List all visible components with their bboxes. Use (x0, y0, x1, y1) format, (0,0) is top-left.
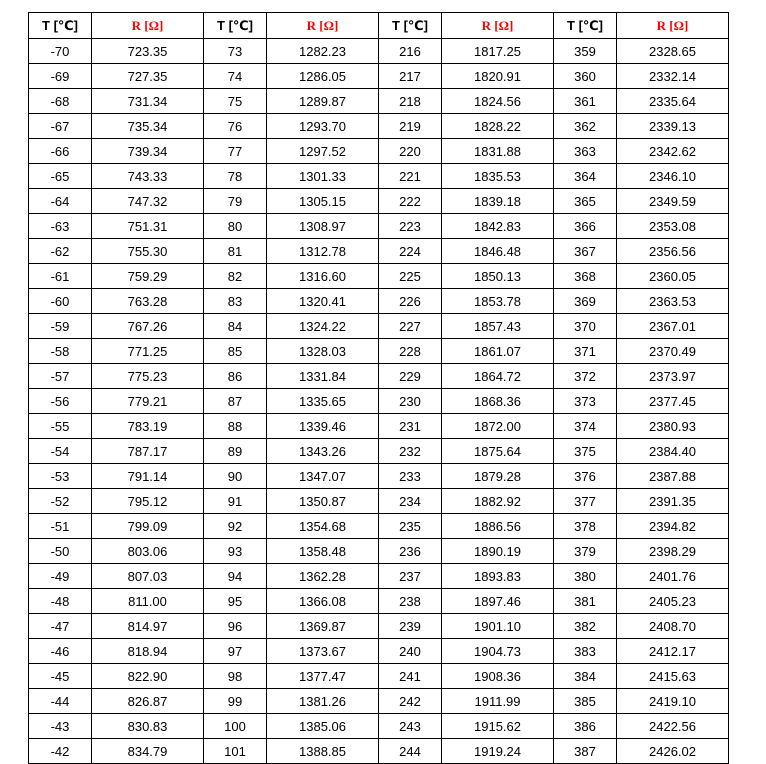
cell-temperature: 88 (204, 414, 267, 439)
cell-resistance: 2342.62 (617, 139, 729, 164)
cell-temperature: 387 (554, 739, 617, 764)
cell-temperature: 362 (554, 114, 617, 139)
cell-temperature: -48 (29, 589, 92, 614)
header-row (29, 13, 729, 39)
cell-resistance: 1297.52 (267, 139, 379, 164)
cell-temperature: 231 (379, 414, 442, 439)
cell-resistance: 2426.02 (617, 739, 729, 764)
cell-resistance: 727.35 (92, 64, 204, 89)
cell-resistance: 1901.10 (442, 614, 554, 639)
cell-resistance: 2335.64 (617, 89, 729, 114)
cell-resistance: 822.90 (92, 664, 204, 689)
cell-temperature: 95 (204, 589, 267, 614)
cell-temperature: 224 (379, 239, 442, 264)
cell-resistance: 1886.56 (442, 514, 554, 539)
cell-resistance: 2380.93 (617, 414, 729, 439)
cell-temperature: 96 (204, 614, 267, 639)
cell-temperature: -57 (29, 364, 92, 389)
cell-temperature: 75 (204, 89, 267, 114)
cell-resistance: 1861.07 (442, 339, 554, 364)
cell-resistance: 2356.56 (617, 239, 729, 264)
cell-temperature: 381 (554, 589, 617, 614)
cell-resistance: 1817.25 (442, 39, 554, 64)
cell-temperature: 86 (204, 364, 267, 389)
cell-temperature: 99 (204, 689, 267, 714)
cell-resistance: 2363.53 (617, 289, 729, 314)
cell-resistance: 1850.13 (442, 264, 554, 289)
cell-resistance: 759.29 (92, 264, 204, 289)
cell-temperature: 228 (379, 339, 442, 364)
cell-temperature: 233 (379, 464, 442, 489)
cell-resistance: 795.12 (92, 489, 204, 514)
cell-resistance: 2387.88 (617, 464, 729, 489)
cell-resistance: 811.00 (92, 589, 204, 614)
cell-resistance: 1853.78 (442, 289, 554, 314)
cell-temperature: -66 (29, 139, 92, 164)
cell-resistance: 1358.48 (267, 539, 379, 564)
cell-resistance: 747.32 (92, 189, 204, 214)
cell-temperature: -54 (29, 439, 92, 464)
table-row (29, 64, 729, 89)
table-row (29, 339, 729, 364)
cell-temperature: 89 (204, 439, 267, 464)
table-row (29, 264, 729, 289)
cell-temperature: 366 (554, 214, 617, 239)
table-row (29, 439, 729, 464)
header-temperature: T [℃] (204, 13, 267, 39)
cell-temperature: 244 (379, 739, 442, 764)
cell-temperature: 380 (554, 564, 617, 589)
cell-resistance: 735.34 (92, 114, 204, 139)
cell-resistance: 2384.40 (617, 439, 729, 464)
cell-temperature: -46 (29, 639, 92, 664)
cell-temperature: -70 (29, 39, 92, 64)
cell-resistance: 1347.07 (267, 464, 379, 489)
cell-resistance: 1362.28 (267, 564, 379, 589)
header-temperature: T [℃] (29, 13, 92, 39)
cell-temperature: -44 (29, 689, 92, 714)
cell-resistance: 755.30 (92, 239, 204, 264)
cell-temperature: 237 (379, 564, 442, 589)
header-resistance: R [Ω] (442, 13, 554, 39)
cell-temperature: -59 (29, 314, 92, 339)
cell-resistance: 787.17 (92, 439, 204, 464)
cell-resistance: 783.19 (92, 414, 204, 439)
cell-resistance: 2401.76 (617, 564, 729, 589)
table-row (29, 189, 729, 214)
cell-resistance: 1369.87 (267, 614, 379, 639)
cell-resistance: 799.09 (92, 514, 204, 539)
cell-temperature: 78 (204, 164, 267, 189)
cell-temperature: 98 (204, 664, 267, 689)
cell-resistance: 1842.83 (442, 214, 554, 239)
cell-resistance: 1857.43 (442, 314, 554, 339)
table-header (29, 13, 729, 39)
cell-resistance: 2373.97 (617, 364, 729, 389)
table-row (29, 289, 729, 314)
table-row (29, 714, 729, 739)
cell-resistance: 1879.28 (442, 464, 554, 489)
table-row (29, 239, 729, 264)
cell-temperature: 368 (554, 264, 617, 289)
cell-resistance: 1919.24 (442, 739, 554, 764)
cell-resistance: 1328.03 (267, 339, 379, 364)
cell-resistance: 1301.33 (267, 164, 379, 189)
cell-temperature: 372 (554, 364, 617, 389)
table-row (29, 314, 729, 339)
cell-temperature: -60 (29, 289, 92, 314)
cell-resistance: 2398.29 (617, 539, 729, 564)
cell-resistance: 739.34 (92, 139, 204, 164)
cell-temperature: 91 (204, 489, 267, 514)
cell-temperature: 376 (554, 464, 617, 489)
table-row (29, 139, 729, 164)
cell-resistance: 2328.65 (617, 39, 729, 64)
table-row (29, 514, 729, 539)
table-row (29, 614, 729, 639)
cell-temperature: 371 (554, 339, 617, 364)
cell-temperature: 73 (204, 39, 267, 64)
cell-resistance: 1373.67 (267, 639, 379, 664)
cell-temperature: 359 (554, 39, 617, 64)
cell-temperature: 230 (379, 389, 442, 414)
cell-resistance: 1377.47 (267, 664, 379, 689)
cell-resistance: 2367.01 (617, 314, 729, 339)
cell-resistance: 1824.56 (442, 89, 554, 114)
cell-resistance: 1897.46 (442, 589, 554, 614)
cell-resistance: 1381.26 (267, 689, 379, 714)
cell-temperature: -55 (29, 414, 92, 439)
table-body (29, 39, 729, 764)
cell-resistance: 2349.59 (617, 189, 729, 214)
header-resistance: R [Ω] (617, 13, 729, 39)
cell-resistance: 1388.85 (267, 739, 379, 764)
cell-temperature: -45 (29, 664, 92, 689)
cell-temperature: 243 (379, 714, 442, 739)
cell-resistance: 1864.72 (442, 364, 554, 389)
cell-resistance: 2346.10 (617, 164, 729, 189)
cell-resistance: 1839.18 (442, 189, 554, 214)
cell-temperature: 100 (204, 714, 267, 739)
cell-temperature: 79 (204, 189, 267, 214)
cell-temperature: 76 (204, 114, 267, 139)
cell-temperature: -49 (29, 564, 92, 589)
cell-temperature: 90 (204, 464, 267, 489)
cell-resistance: 2391.35 (617, 489, 729, 514)
table-row (29, 639, 729, 664)
header-resistance: R [Ω] (267, 13, 379, 39)
cell-temperature: 382 (554, 614, 617, 639)
cell-temperature: 81 (204, 239, 267, 264)
cell-temperature: 375 (554, 439, 617, 464)
table-row (29, 389, 729, 414)
cell-temperature: -68 (29, 89, 92, 114)
cell-resistance: 830.83 (92, 714, 204, 739)
cell-temperature: 363 (554, 139, 617, 164)
cell-resistance: 1308.97 (267, 214, 379, 239)
table-row (29, 414, 729, 439)
table-row (29, 564, 729, 589)
cell-temperature: 220 (379, 139, 442, 164)
cell-resistance: 1846.48 (442, 239, 554, 264)
cell-resistance: 2360.05 (617, 264, 729, 289)
cell-temperature: 97 (204, 639, 267, 664)
cell-temperature: 87 (204, 389, 267, 414)
cell-temperature: -65 (29, 164, 92, 189)
cell-temperature: 378 (554, 514, 617, 539)
cell-temperature: 384 (554, 664, 617, 689)
cell-temperature: 77 (204, 139, 267, 164)
cell-temperature: 85 (204, 339, 267, 364)
cell-resistance: 1893.83 (442, 564, 554, 589)
cell-resistance: 1875.64 (442, 439, 554, 464)
cell-resistance: 1331.84 (267, 364, 379, 389)
cell-resistance: 1911.99 (442, 689, 554, 714)
cell-temperature: 216 (379, 39, 442, 64)
cell-resistance: 2377.45 (617, 389, 729, 414)
cell-temperature: -52 (29, 489, 92, 514)
cell-resistance: 2415.63 (617, 664, 729, 689)
cell-resistance: 2339.13 (617, 114, 729, 139)
cell-resistance: 1289.87 (267, 89, 379, 114)
cell-temperature: -67 (29, 114, 92, 139)
cell-resistance: 1282.23 (267, 39, 379, 64)
cell-temperature: 223 (379, 214, 442, 239)
cell-temperature: 373 (554, 389, 617, 414)
cell-temperature: 239 (379, 614, 442, 639)
cell-resistance: 2405.23 (617, 589, 729, 614)
cell-temperature: -43 (29, 714, 92, 739)
cell-temperature: 222 (379, 189, 442, 214)
resistance-temperature-table (28, 12, 729, 764)
cell-temperature: -64 (29, 189, 92, 214)
cell-temperature: 374 (554, 414, 617, 439)
cell-resistance: 2412.17 (617, 639, 729, 664)
cell-temperature: 367 (554, 239, 617, 264)
cell-temperature: 218 (379, 89, 442, 114)
cell-resistance: 814.97 (92, 614, 204, 639)
table-row (29, 114, 729, 139)
cell-resistance: 1904.73 (442, 639, 554, 664)
table-row (29, 739, 729, 764)
cell-temperature: 80 (204, 214, 267, 239)
cell-resistance: 1366.08 (267, 589, 379, 614)
cell-resistance: 763.28 (92, 289, 204, 314)
header-resistance: R [Ω] (92, 13, 204, 39)
cell-resistance: 1835.53 (442, 164, 554, 189)
header-temperature: T [℃] (554, 13, 617, 39)
cell-temperature: 364 (554, 164, 617, 189)
cell-resistance: 767.26 (92, 314, 204, 339)
cell-temperature: 84 (204, 314, 267, 339)
table-row (29, 464, 729, 489)
cell-temperature: -62 (29, 239, 92, 264)
cell-temperature: 385 (554, 689, 617, 714)
table-row (29, 489, 729, 514)
cell-resistance: 751.31 (92, 214, 204, 239)
cell-resistance: 2370.49 (617, 339, 729, 364)
cell-temperature: 92 (204, 514, 267, 539)
cell-resistance: 1320.41 (267, 289, 379, 314)
cell-temperature: 225 (379, 264, 442, 289)
header-temperature: T [℃] (379, 13, 442, 39)
cell-resistance: 807.03 (92, 564, 204, 589)
cell-resistance: 2422.56 (617, 714, 729, 739)
cell-temperature: 234 (379, 489, 442, 514)
cell-temperature: -53 (29, 464, 92, 489)
table-row (29, 89, 729, 114)
table-row (29, 664, 729, 689)
cell-temperature: 219 (379, 114, 442, 139)
cell-temperature: -51 (29, 514, 92, 539)
cell-temperature: 369 (554, 289, 617, 314)
cell-resistance: 743.33 (92, 164, 204, 189)
cell-resistance: 779.21 (92, 389, 204, 414)
cell-resistance: 1882.92 (442, 489, 554, 514)
cell-temperature: 386 (554, 714, 617, 739)
cell-temperature: 240 (379, 639, 442, 664)
cell-temperature: -69 (29, 64, 92, 89)
cell-temperature: 221 (379, 164, 442, 189)
table-row (29, 164, 729, 189)
cell-resistance: 1324.22 (267, 314, 379, 339)
cell-temperature: 93 (204, 539, 267, 564)
table-row (29, 214, 729, 239)
cell-resistance: 723.35 (92, 39, 204, 64)
cell-resistance: 1350.87 (267, 489, 379, 514)
cell-resistance: 1343.26 (267, 439, 379, 464)
cell-resistance: 1820.91 (442, 64, 554, 89)
cell-temperature: 361 (554, 89, 617, 114)
cell-resistance: 1828.22 (442, 114, 554, 139)
table-row (29, 589, 729, 614)
table-row (29, 364, 729, 389)
cell-resistance: 1286.05 (267, 64, 379, 89)
cell-temperature: -61 (29, 264, 92, 289)
cell-temperature: 232 (379, 439, 442, 464)
cell-resistance: 834.79 (92, 739, 204, 764)
cell-resistance: 2353.08 (617, 214, 729, 239)
cell-temperature: 82 (204, 264, 267, 289)
cell-temperature: 227 (379, 314, 442, 339)
cell-temperature: 229 (379, 364, 442, 389)
cell-resistance: 791.14 (92, 464, 204, 489)
cell-resistance: 1316.60 (267, 264, 379, 289)
cell-temperature: 101 (204, 739, 267, 764)
cell-temperature: -42 (29, 739, 92, 764)
cell-resistance: 775.23 (92, 364, 204, 389)
cell-temperature: 377 (554, 489, 617, 514)
cell-resistance: 771.25 (92, 339, 204, 364)
cell-resistance: 2332.14 (617, 64, 729, 89)
cell-temperature: -50 (29, 539, 92, 564)
cell-resistance: 1305.15 (267, 189, 379, 214)
cell-temperature: 94 (204, 564, 267, 589)
cell-temperature: 379 (554, 539, 617, 564)
cell-resistance: 1872.00 (442, 414, 554, 439)
cell-temperature: -47 (29, 614, 92, 639)
cell-resistance: 1831.88 (442, 139, 554, 164)
cell-resistance: 1868.36 (442, 389, 554, 414)
cell-resistance: 803.06 (92, 539, 204, 564)
cell-temperature: 242 (379, 689, 442, 714)
cell-temperature: 365 (554, 189, 617, 214)
cell-resistance: 1312.78 (267, 239, 379, 264)
cell-temperature: 383 (554, 639, 617, 664)
table-row (29, 539, 729, 564)
cell-temperature: -63 (29, 214, 92, 239)
cell-resistance: 1293.70 (267, 114, 379, 139)
cell-resistance: 826.87 (92, 689, 204, 714)
cell-temperature: 241 (379, 664, 442, 689)
cell-temperature: 360 (554, 64, 617, 89)
cell-temperature: 217 (379, 64, 442, 89)
table-row (29, 39, 729, 64)
cell-resistance: 2394.82 (617, 514, 729, 539)
cell-resistance: 1915.62 (442, 714, 554, 739)
cell-resistance: 1908.36 (442, 664, 554, 689)
cell-temperature: 370 (554, 314, 617, 339)
cell-temperature: 235 (379, 514, 442, 539)
cell-resistance: 731.34 (92, 89, 204, 114)
cell-resistance: 1339.46 (267, 414, 379, 439)
cell-temperature: -58 (29, 339, 92, 364)
cell-temperature: 74 (204, 64, 267, 89)
cell-temperature: -56 (29, 389, 92, 414)
table-row (29, 689, 729, 714)
cell-temperature: 226 (379, 289, 442, 314)
cell-resistance: 2408.70 (617, 614, 729, 639)
cell-resistance: 1890.19 (442, 539, 554, 564)
cell-temperature: 238 (379, 589, 442, 614)
cell-resistance: 1335.65 (267, 389, 379, 414)
cell-resistance: 2419.10 (617, 689, 729, 714)
cell-resistance: 1385.06 (267, 714, 379, 739)
cell-resistance: 1354.68 (267, 514, 379, 539)
cell-temperature: 236 (379, 539, 442, 564)
cell-resistance: 818.94 (92, 639, 204, 664)
cell-temperature: 83 (204, 289, 267, 314)
